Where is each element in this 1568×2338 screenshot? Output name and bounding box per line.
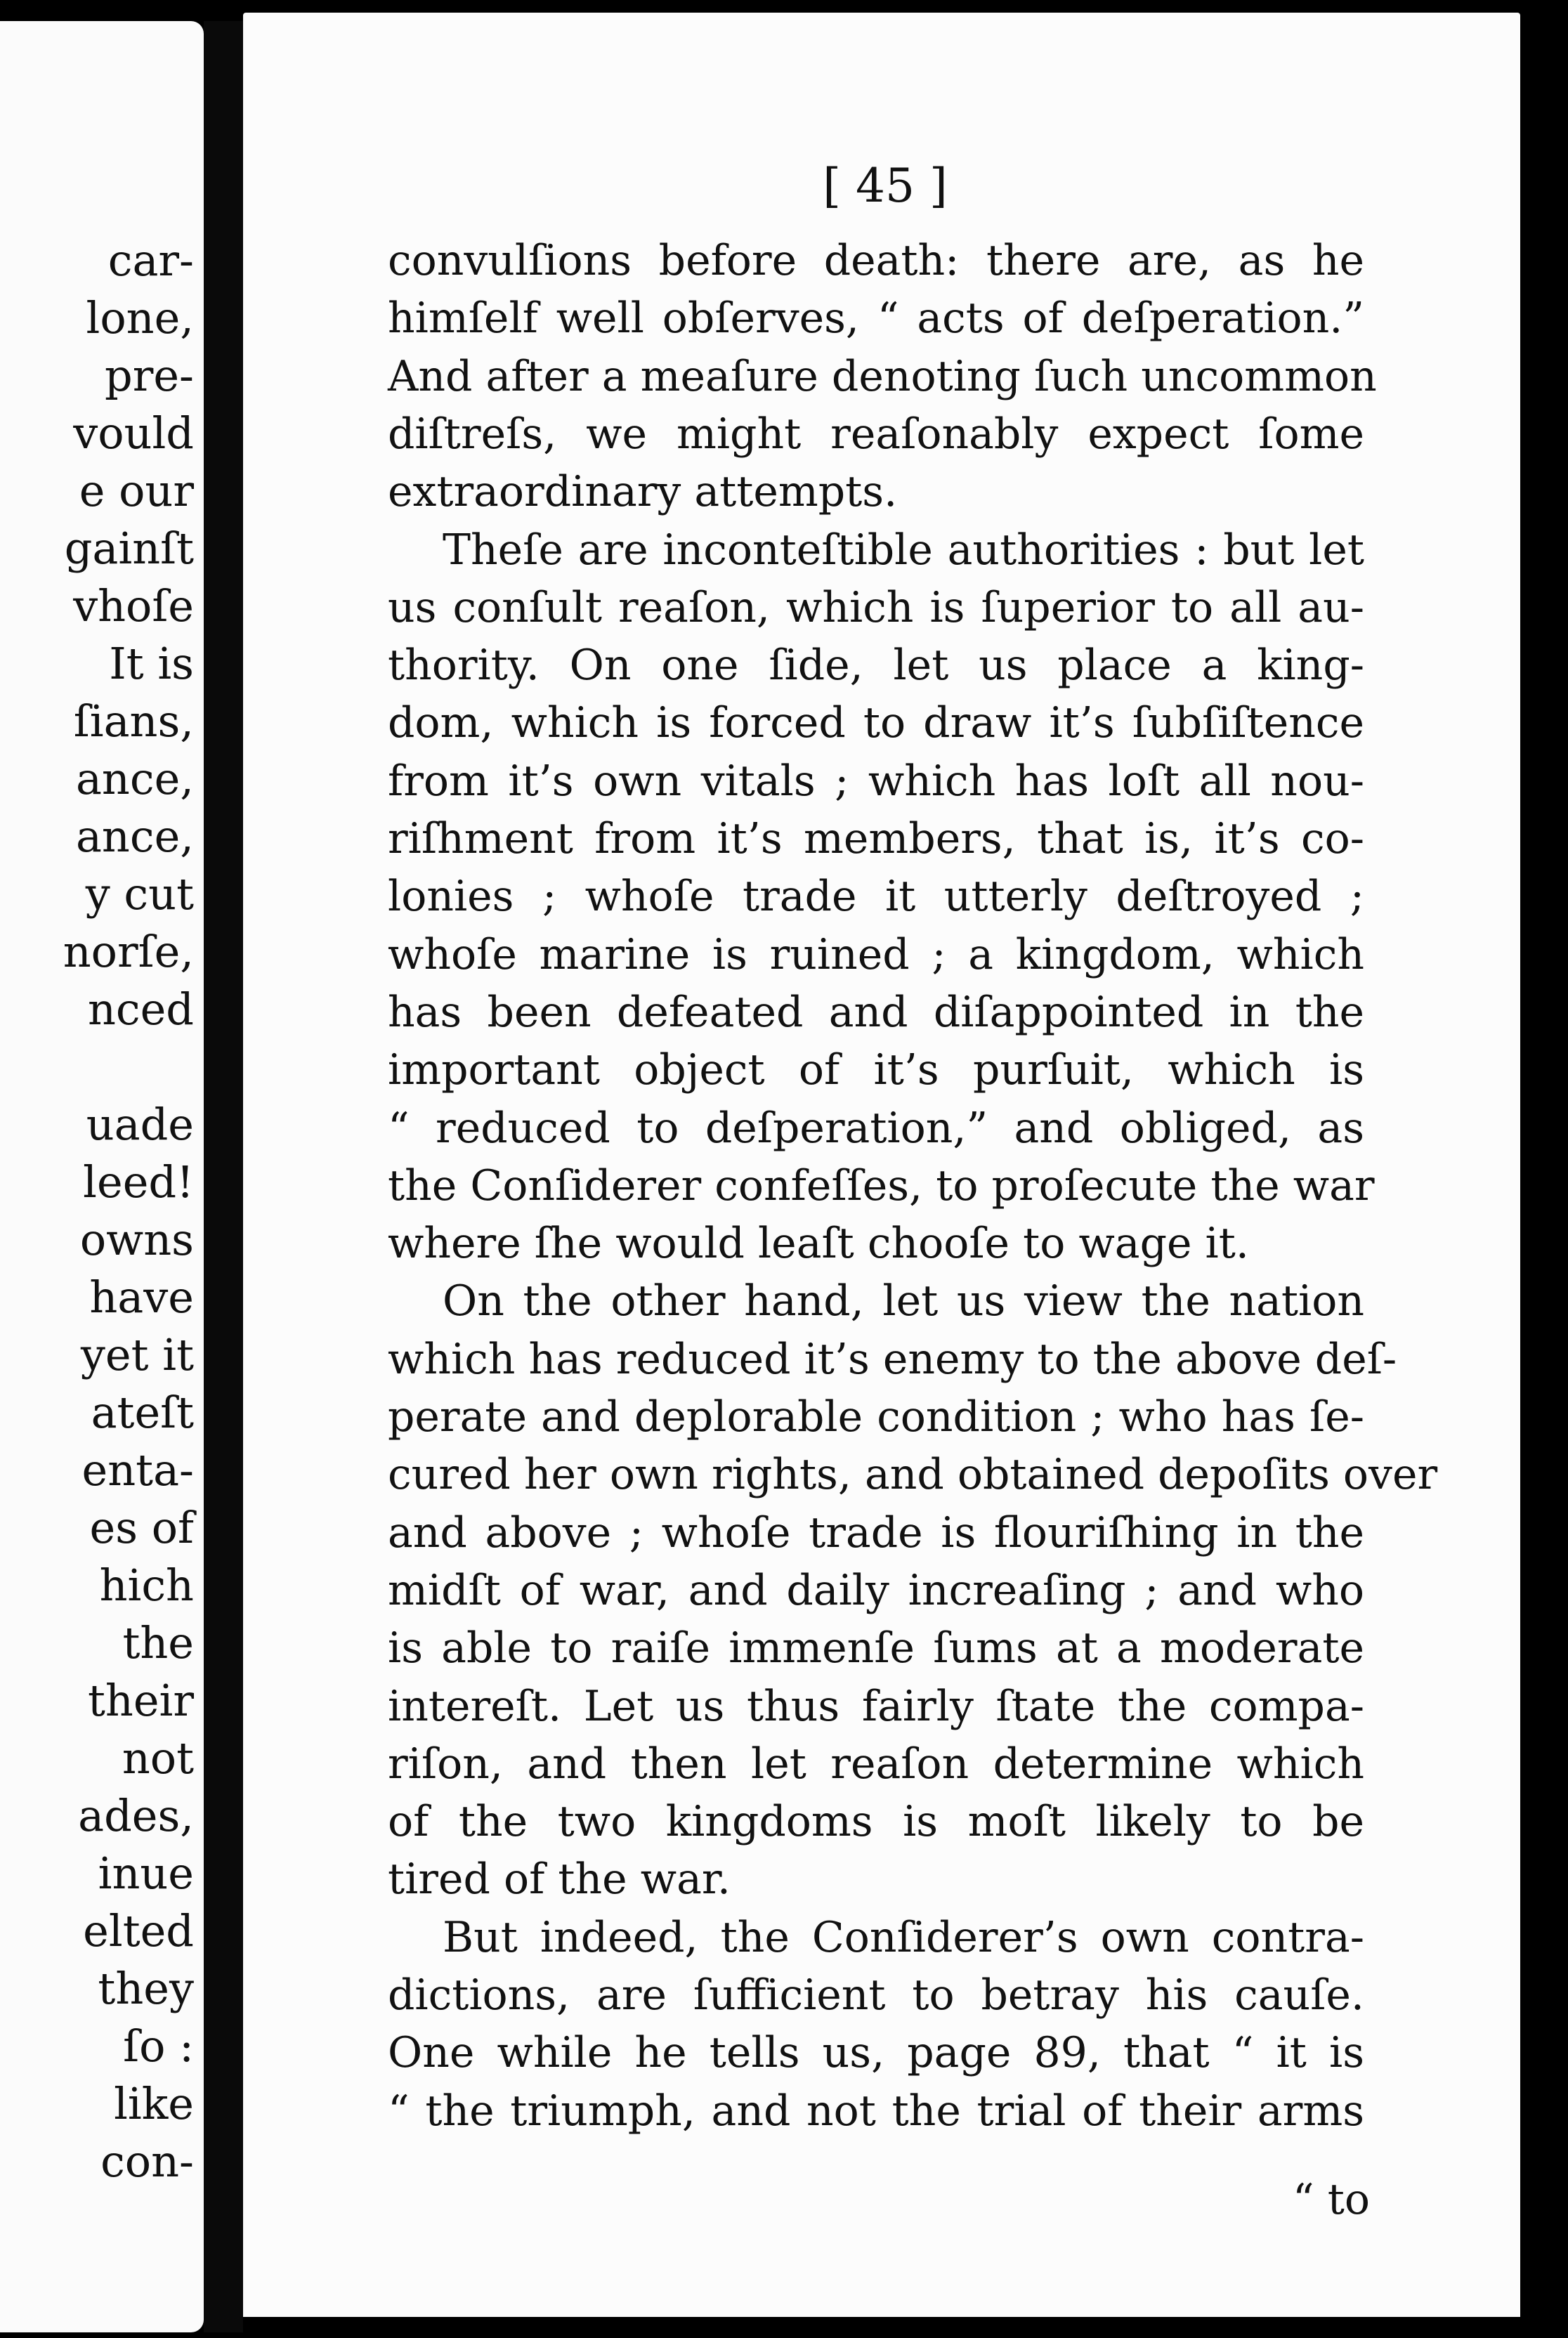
text-line: is able to raiſe immenſe ſums at a moderate: [388, 1624, 1364, 1673]
left-page-line: inue: [98, 1848, 194, 1899]
left-page-line: yet it: [80, 1329, 194, 1380]
text-line: But indeed, the Conſiderer’s own contra-: [443, 1913, 1364, 1962]
left-page-line: owns: [79, 1214, 194, 1265]
text-line: Theſe are inconteſtible authorities : but let: [443, 525, 1364, 575]
left-page-line: pre-: [105, 350, 194, 401]
text-line: diſtreſs, we might reaſonably expect ſome: [388, 410, 1364, 459]
text-line: cured her own rights, and obtained depoſits over: [388, 1450, 1438, 1499]
text-line: and above ; whoſe trade is flouriſhing in the: [388, 1508, 1364, 1557]
text-line: One while he tells us, page 89, that “ it is: [388, 2028, 1364, 2077]
left-page-line: like: [114, 2078, 194, 2129]
text-line: riſon, and then let reaſon determine which: [388, 1739, 1364, 1789]
left-page-line: not: [122, 1732, 194, 1784]
page-number: [ 45 ]: [823, 159, 948, 213]
text-line: perate and deplorable condition ; who has ſe-: [388, 1392, 1364, 1442]
text-line: dictions, are ſufficient to betray his cauſe.: [388, 1971, 1364, 2020]
text-line: “ reduced to deſperation,” and obliged, as: [388, 1104, 1364, 1153]
text-line: lonies ; whoſe trade it utterly deſtroyed ;: [388, 872, 1364, 921]
text-line: On the other hand, let us view the nation: [443, 1276, 1364, 1326]
left-page-line: nced: [87, 984, 194, 1035]
page-edge: [1520, 21, 1568, 2338]
left-page-line: con-: [100, 2136, 194, 2187]
text-line: tired of the war.: [388, 1855, 731, 1904]
left-page-line: [0, 1038, 194, 1096]
left-page-line: es of: [89, 1502, 194, 1553]
left-page-line: y cut: [85, 868, 194, 920]
left-page-line: norſe,: [63, 926, 194, 977]
left-page-line: lone,: [86, 292, 194, 344]
left-page-line: e our: [79, 465, 194, 516]
left-page-line: ſians,: [73, 695, 194, 747]
text-line: And after a meaſure denoting ſuch uncommon: [388, 352, 1377, 401]
text-line: whoſe marine is ruined ; a kingdom, which: [388, 930, 1364, 979]
text-line: dom, which is forced to draw it’s ſubſiſtence: [388, 698, 1364, 747]
text-line: important object of it’s purſuit, which is: [388, 1045, 1364, 1095]
left-page-line: It is: [109, 638, 194, 689]
left-page-line: hich: [99, 1560, 194, 1611]
left-page-line: car-: [107, 235, 194, 286]
text-line: intereſt. Let us thus fairly ſtate the compa-: [388, 1682, 1364, 1731]
text-line: where ſhe would leaſt chooſe to wage it.: [388, 1219, 1249, 1268]
left-page-line: they: [98, 1963, 194, 2014]
text-line: himſelf well obſerves, “ acts of deſperation.”: [388, 294, 1364, 343]
text-line: which has reduced it’s enemy to the above deſ-: [388, 1335, 1397, 1384]
left-page-line: vould: [73, 407, 194, 459]
text-line: “ the triumph, and not the trial of their arms: [388, 2086, 1364, 2136]
text-line: of the two kingdoms is moſt likely to be: [388, 1797, 1364, 1846]
left-page-line: ance,: [75, 753, 194, 804]
text-line: riſhment from it’s members, that is, it’s co-: [388, 814, 1364, 863]
catchword: “ to: [1293, 2175, 1370, 2224]
left-page-line: their: [87, 1675, 194, 1726]
left-page-line: uade: [86, 1099, 194, 1150]
left-page-line: ance,: [75, 811, 194, 862]
text-line: has been defeated and diſappointed in the: [388, 988, 1364, 1037]
left-page-line: elted: [83, 1905, 194, 1957]
text-line: the Conſiderer confeſſes, to proſecute the war: [388, 1161, 1375, 1210]
left-page-line: ſo :: [123, 2020, 194, 2072]
text-line: convulſions before death: there are, as he: [388, 236, 1364, 285]
left-page-line: vhoſe: [73, 580, 194, 632]
text-line: extraordinary attempts.: [388, 467, 898, 516]
text-line: from it’s own vitals ; which has loſt all nou-: [388, 757, 1364, 806]
book-gutter: [204, 21, 243, 2332]
text-line: midſt of war, and daily increaſing ; and who: [388, 1566, 1364, 1615]
left-page-line: the: [122, 1617, 194, 1668]
left-page-line: gainſt: [64, 523, 194, 574]
left-page-line: leed!: [83, 1156, 194, 1208]
left-page-line: enta-: [81, 1444, 194, 1496]
text-line: us conſult reaſon, which is ſuperior to all au-: [388, 583, 1364, 632]
left-page-line: have: [89, 1272, 194, 1323]
left-page-line: ateſt: [91, 1387, 194, 1438]
left-page-line: ades,: [78, 1790, 194, 1841]
text-line: thority. On one ſide, let us place a king-: [388, 641, 1364, 690]
